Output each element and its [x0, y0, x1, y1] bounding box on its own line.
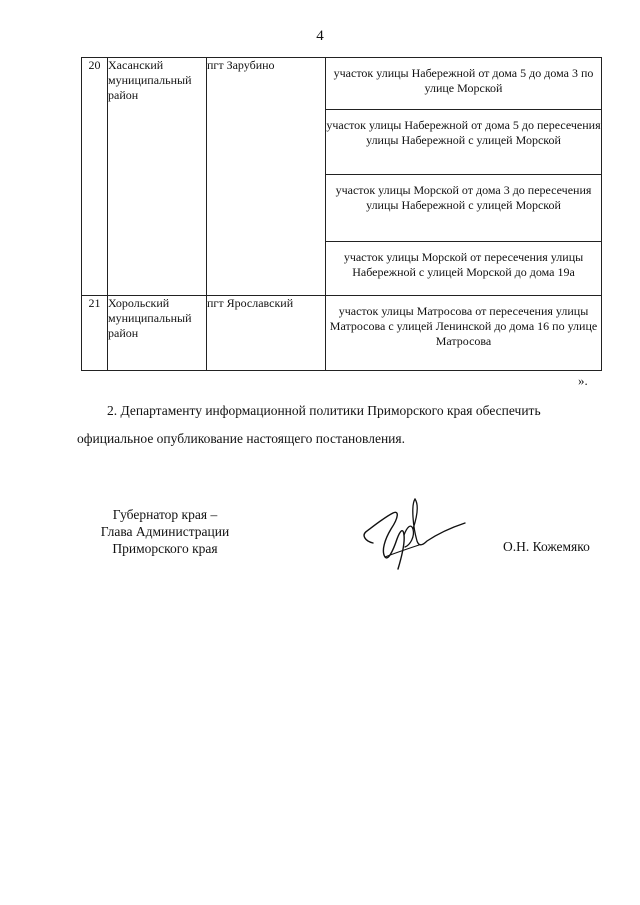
- road-section-cell: участок улицы Морской от дома 3 до пересечения улицы Набережной с улицей Морской: [326, 175, 602, 242]
- instruction-paragraph: [77, 397, 597, 453]
- settlement-cell: пгт Ярославский: [207, 296, 326, 371]
- signer-title-line: Губернатор края –: [112, 507, 218, 522]
- paragraph-line: 2. Департаменту информационной политики Приморского края обеспечить: [107, 403, 541, 418]
- signer-title: [80, 506, 250, 557]
- row-number: 20: [82, 58, 108, 296]
- road-section-cell: участок улицы Набережной от дома 5 до пересечения улицы Набережной с улицей Морской: [326, 110, 602, 175]
- signer-name: О.Н. Кожемяко: [503, 539, 590, 554]
- road-section-cell: участок улицы Морской от пересечения улицы Набережной с улицей Морской до дома 19а: [326, 242, 602, 296]
- table-row: [82, 58, 602, 110]
- table-row: [82, 296, 602, 371]
- areas-table: [81, 57, 602, 371]
- row-number: 21: [82, 296, 108, 371]
- district-cell: Хасанский муниципальный район: [108, 58, 207, 296]
- road-section-cell: участок улицы Матросова от пересечения улицы Матросова с улицей Ленинской до дома 16 по улице Матросова: [326, 296, 602, 371]
- closing-quote: ».: [578, 373, 588, 388]
- page-number: 4: [316, 28, 324, 44]
- signer-title-line: Глава Администрации: [100, 524, 230, 539]
- paragraph-line: официальное опубликование настоящего постановления.: [77, 431, 405, 446]
- signer-title-line: Приморского края: [112, 541, 218, 556]
- road-section-cell: участок улицы Набережной от дома 5 до дома 3 по улице Морской: [326, 58, 602, 110]
- handwritten-signature: [355, 487, 470, 577]
- district-cell: Хорольский муниципальный район: [108, 296, 207, 371]
- settlement-cell: пгт Зарубино: [207, 58, 326, 296]
